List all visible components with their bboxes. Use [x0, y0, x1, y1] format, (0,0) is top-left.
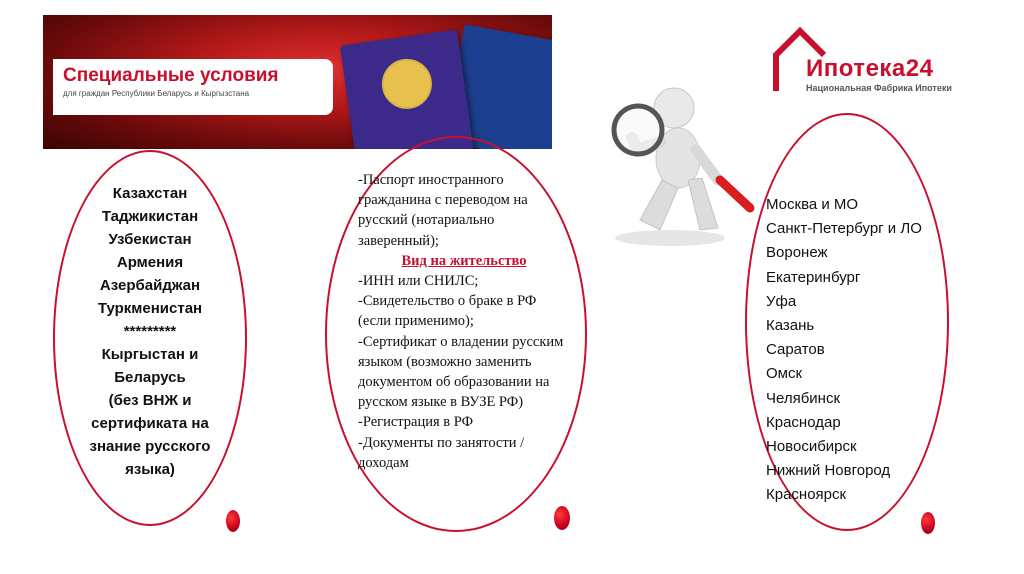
countries-list-item: Таджикистан: [101, 208, 199, 225]
city-item: Санкт-Петербург и ЛО: [766, 220, 922, 238]
document-item: -Паспорт иностранного гражданина с переводом на русский (нотариально заверенный);: [358, 172, 528, 249]
countries-list-item: знание русского: [89, 438, 211, 455]
document-item: -ИНН или СНИЛС;: [358, 273, 479, 290]
logo-name: Ипотека24: [806, 55, 934, 82]
logo-tagline: Национальная Фабрика Ипотеки: [806, 83, 952, 93]
countries-list-item: Узбекистан: [108, 231, 192, 248]
cities-list: [766, 193, 922, 508]
red-dot-marker: [554, 506, 570, 530]
banner-title: Специальные условия: [63, 65, 279, 86]
red-dot-marker: [921, 512, 935, 534]
countries-list-item: Армения: [116, 254, 184, 271]
countries-list-item: сертификата на: [91, 415, 209, 432]
city-item: Красноярск: [766, 486, 847, 504]
document-item: -Документы по занятости / доходам: [358, 434, 525, 471]
countries-list-item: Кыргыстан и: [101, 346, 199, 363]
countries-list-item: Азербайджан: [99, 277, 201, 294]
passport-emblem-icon: [379, 56, 435, 112]
magnifier-figure-illustration: [600, 80, 760, 250]
countries-list-item: Казахстан: [112, 185, 188, 202]
city-item: Нижний Новгород: [766, 462, 891, 480]
document-item: -Сертификат о владении русским языком (возможно заменить документом об образовании на русском языке в ВУЗЕ РФ): [358, 333, 564, 411]
document-item: -Регистрация в РФ: [358, 414, 474, 431]
city-item: Новосибирск: [766, 438, 857, 456]
documents-list: [358, 170, 570, 473]
countries-list-item: (без ВНЖ и: [108, 392, 192, 409]
city-item: Уфа: [766, 292, 797, 310]
countries-separator: *********: [123, 323, 177, 340]
special-conditions-banner: [43, 15, 552, 149]
countries-list-item: Беларусь: [114, 369, 186, 386]
red-dot-marker: [226, 510, 240, 532]
city-item: Екатеринбург: [766, 268, 861, 286]
banner-subtitle: для граждан Республики Беларусь и Кыргызстана: [63, 89, 250, 98]
city-item: Воронеж: [766, 244, 828, 262]
residence-permit-heading: Вид на жительство: [401, 252, 527, 269]
ipoteka24-logo: [770, 25, 980, 95]
city-item: Казань: [766, 317, 815, 335]
city-item: Москва и МО: [766, 196, 859, 213]
countries-list-item: Туркменистан: [97, 300, 203, 317]
countries-list-item: языка): [125, 461, 175, 478]
city-item: Саратов: [766, 341, 825, 359]
city-item: Омск: [766, 365, 803, 383]
passport-image-purple: [340, 29, 474, 149]
city-item: Краснодар: [766, 413, 841, 431]
city-item: Челябинск: [766, 389, 841, 407]
document-item: -Свидетельство о браке в РФ (если применимо);: [358, 293, 537, 330]
countries-list: [62, 182, 238, 481]
